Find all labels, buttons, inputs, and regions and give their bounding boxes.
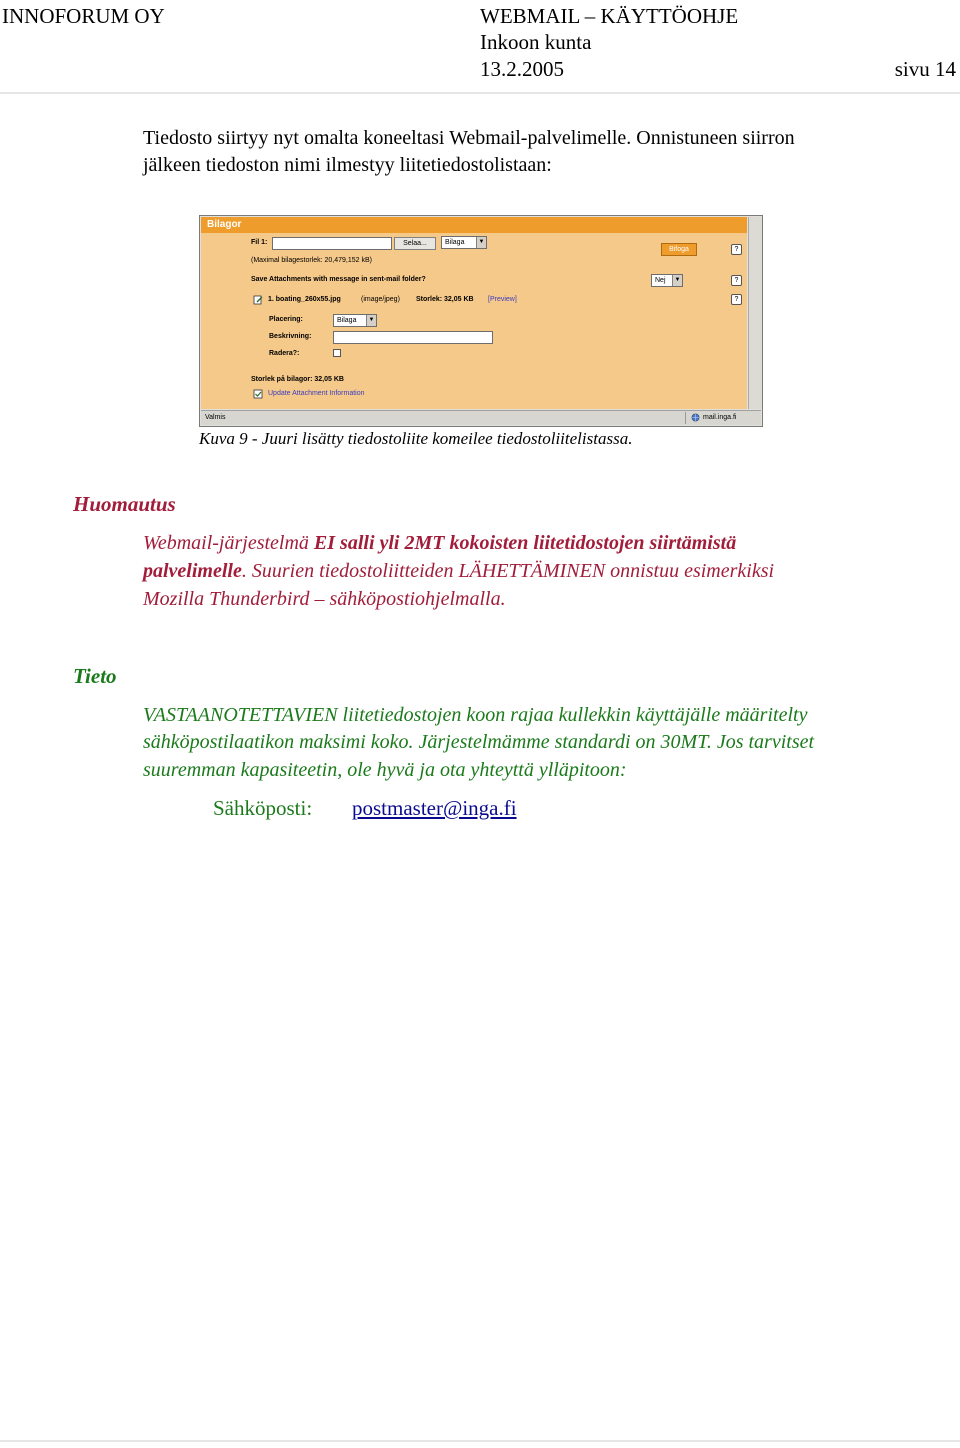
status-divider: [685, 412, 686, 424]
notice-line-1: [143, 529, 736, 557]
notice-line-3: Mozilla Thunderbird – sähköpostiohjelmalla.: [143, 588, 506, 610]
scrollbar[interactable]: [748, 217, 762, 409]
update-icon: [253, 389, 263, 399]
page-number: sivu 14: [894, 57, 956, 81]
attachments-panel: [201, 233, 747, 409]
delete-checkbox[interactable]: [333, 349, 341, 357]
notice-line-2: [143, 557, 774, 585]
chevron-down-icon: ▼: [476, 237, 486, 248]
document-title: WEBMAIL – KÄYTTÖOHJE: [480, 4, 739, 28]
preview-link[interactable]: [Preview]: [488, 296, 517, 303]
intro-line-2: jälkeen tiedoston nimi ilmestyy liitetiedostolistaan:: [143, 154, 552, 176]
notice-text-2: . Suurien tiedostoliitteiden LÄHETTÄMINEN onnistuu esimerkiksi: [241, 560, 775, 582]
help-icon[interactable]: ?: [731, 275, 742, 286]
intro-line-1: Tiedosto siirtyy nyt omalta koneeltasi Webmail-palvelimelle. Onnistuneen siirron: [143, 127, 795, 149]
notice-emphasis: EI salli yli 2MT kokoisten liitetidostojen siirtämistä: [313, 532, 737, 554]
file-path-input[interactable]: [272, 237, 392, 250]
browser-status-bar: [201, 410, 761, 425]
edit-file-icon: [253, 295, 263, 305]
attachments-panel-title: Bilagor: [201, 217, 747, 233]
globe-icon: [691, 413, 700, 422]
document-date: 13.2.2005: [480, 57, 564, 81]
attached-file-size: Storlek: 32,05 KB: [416, 296, 474, 303]
save-attachments-label: Save Attachments with message in sent-mail folder?: [251, 276, 426, 283]
figure-caption: Kuva 9 - Juuri lisätty tiedostoliite komeilee tiedostoliitelistassa.: [199, 429, 633, 448]
help-icon[interactable]: ?: [731, 244, 742, 255]
update-attachment-link[interactable]: Update Attachment Information: [268, 390, 365, 397]
info-line-3: suuremman kapasiteetin, ole hyvä ja ota yhteyttä ylläpitoon:: [143, 759, 627, 781]
select-file-button[interactable]: Selaa...: [394, 237, 436, 250]
company-name: INNOFORUM OY: [2, 4, 165, 28]
notice-emphasis-end: palvelimelle: [143, 560, 242, 582]
description-input[interactable]: [333, 331, 493, 344]
placement-label: Placering:: [269, 316, 303, 323]
chevron-down-icon: ▼: [672, 275, 682, 286]
save-attachments-select[interactable]: [651, 274, 683, 287]
help-icon[interactable]: ?: [731, 294, 742, 305]
placement-value: Bilaga: [337, 317, 357, 324]
attach-button[interactable]: Bifoga: [661, 243, 697, 256]
attached-file-name: 1. boating_260x55.jpg: [268, 296, 341, 303]
attachment-type-select[interactable]: [441, 236, 487, 249]
attachment-type-value: Bilaga: [445, 239, 465, 246]
email-label: Sähköposti:: [213, 796, 313, 820]
status-domain: mail.inga.fi: [703, 414, 737, 421]
info-line-2: sähköpostilaatikon maksimi koko. Järjestelmämme standardi on 30MT. Jos tarvitset: [143, 731, 815, 753]
document-subtitle: Inkoon kunta: [480, 30, 592, 54]
notice-text: Webmail-järjestelmä: [143, 532, 314, 554]
max-size-note: (Maximal bilagestorlek: 20,479,152 kB): [251, 257, 373, 264]
notice-heading: Huomautus: [73, 492, 176, 516]
info-line-1: VASTAANOTETTAVIEN liitetiedostojen koon rajaa kullekkin käyttäjälle määritelty: [143, 704, 808, 726]
delete-label: Radera?:: [269, 350, 300, 357]
attachment-screenshot: [199, 215, 763, 427]
total-attachment-size: Storlek på bilagor: 32,05 KB: [251, 376, 344, 383]
placement-select[interactable]: [333, 314, 377, 327]
info-heading: Tieto: [73, 664, 117, 688]
status-text: Valmis: [205, 414, 226, 421]
header-divider: [0, 92, 960, 94]
attached-file-type: (image/jpeg): [361, 296, 400, 303]
chevron-down-icon: ▼: [366, 315, 376, 326]
footer-divider: [0, 1440, 960, 1442]
email-link[interactable]: postmaster@inga.fi: [352, 796, 517, 820]
file-label: Fil 1:: [251, 239, 268, 246]
save-attachments-value: Nej: [655, 277, 666, 284]
description-label: Beskrivning:: [269, 333, 312, 340]
